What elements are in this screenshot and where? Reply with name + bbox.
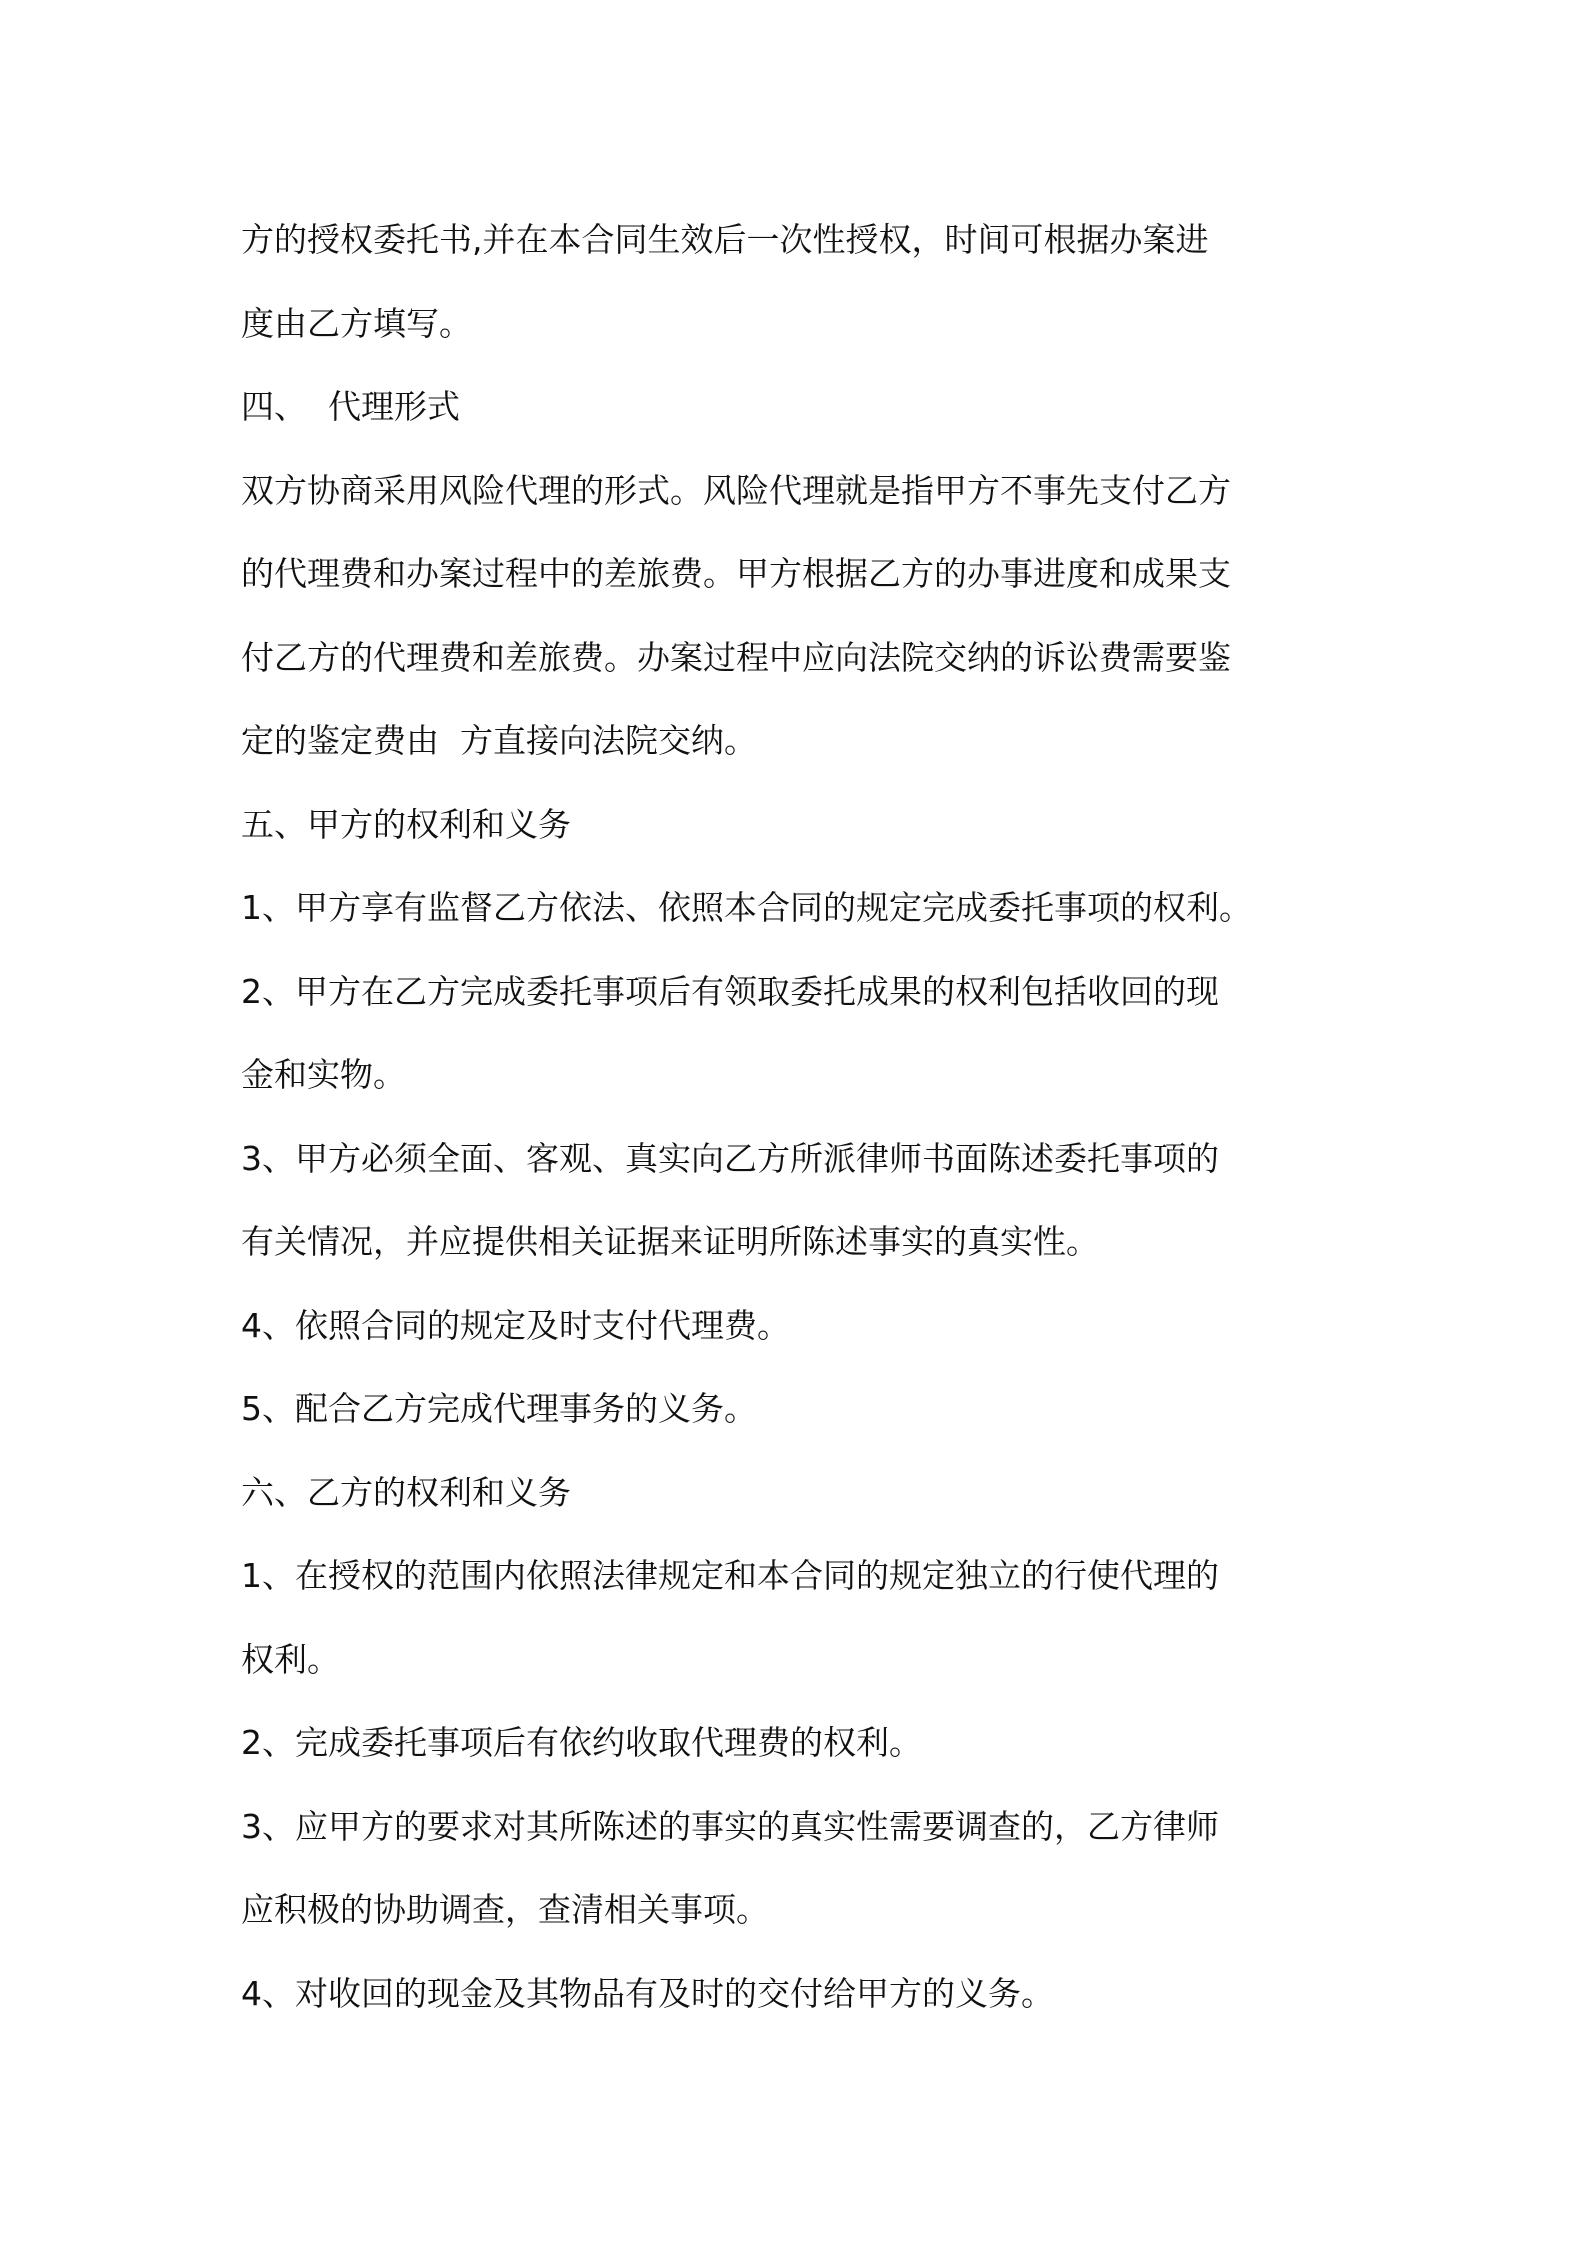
list-item-6-3: 3、应甲方的要求对其所陈述的事实的真实性需要调查的，乙方律师 <box>241 1806 1219 1846</box>
section-heading-6: 六、乙方的权利和义务 <box>241 1472 571 1512</box>
text-line-4: 双方协商采用风险代理的形式。风险代理就是指甲方不事先支付乙方 <box>241 470 1231 510</box>
text-line-7: 定的鉴定费由 方直接向法院交纳。 <box>241 721 757 760</box>
list-item-6-2: 2、完成委托事项后有依约收取代理费的权利。 <box>241 1723 922 1762</box>
document-body <box>241 198 1361 2035</box>
list-item-6-1: 1、在授权的范围内依照法律规定和本合同的规定独立的行使代理的 <box>241 1556 1219 1595</box>
text-line-2: 度由乙方填写。 <box>241 303 472 343</box>
section-heading-4: 四、 代理形式 <box>241 387 460 426</box>
text-line-6: 付乙方的代理费和差旅费。办案过程中应向法院交纳的诉讼费需要鉴 <box>241 637 1231 677</box>
list-item-5-3: 3、甲方必须全面、客观、真实向乙方所派律师书面陈述委托事项的 <box>241 1138 1219 1178</box>
list-item-5-1: 1、甲方享有监督乙方依法、依照本合同的规定完成委托事项的权利。 <box>241 888 1252 927</box>
list-item-6-1-cont: 权利。 <box>241 1639 340 1679</box>
list-item-5-3-cont: 有关情况，并应提供相关证据来证明所陈述事实的真实性。 <box>241 1222 1099 1261</box>
list-item-5-5: 5、配合乙方完成代理事务的义务。 <box>241 1389 757 1428</box>
list-item-5-2: 2、甲方在乙方完成委托事项后有领取委托成果的权利包括收回的现 <box>241 971 1219 1011</box>
text-line-5: 的代理费和办案过程中的差旅费。甲方根据乙方的办事进度和成果支 <box>241 554 1231 593</box>
list-item-5-4: 4、依照合同的规定及时支付代理费。 <box>241 1305 790 1345</box>
list-item-6-3-cont: 应积极的协助调查，查清相关事项。 <box>241 1890 769 1929</box>
list-item-5-2-cont: 金和实物。 <box>241 1055 406 1094</box>
section-heading-5: 五、甲方的权利和义务 <box>241 804 571 844</box>
text-line-1: 方的授权委托书,并在本合同生效后一次性授权，时间可根据办案进 <box>241 220 1209 259</box>
list-item-6-4: 4、对收回的现金及其物品有及时的交付给甲方的义务。 <box>241 1973 1054 2013</box>
